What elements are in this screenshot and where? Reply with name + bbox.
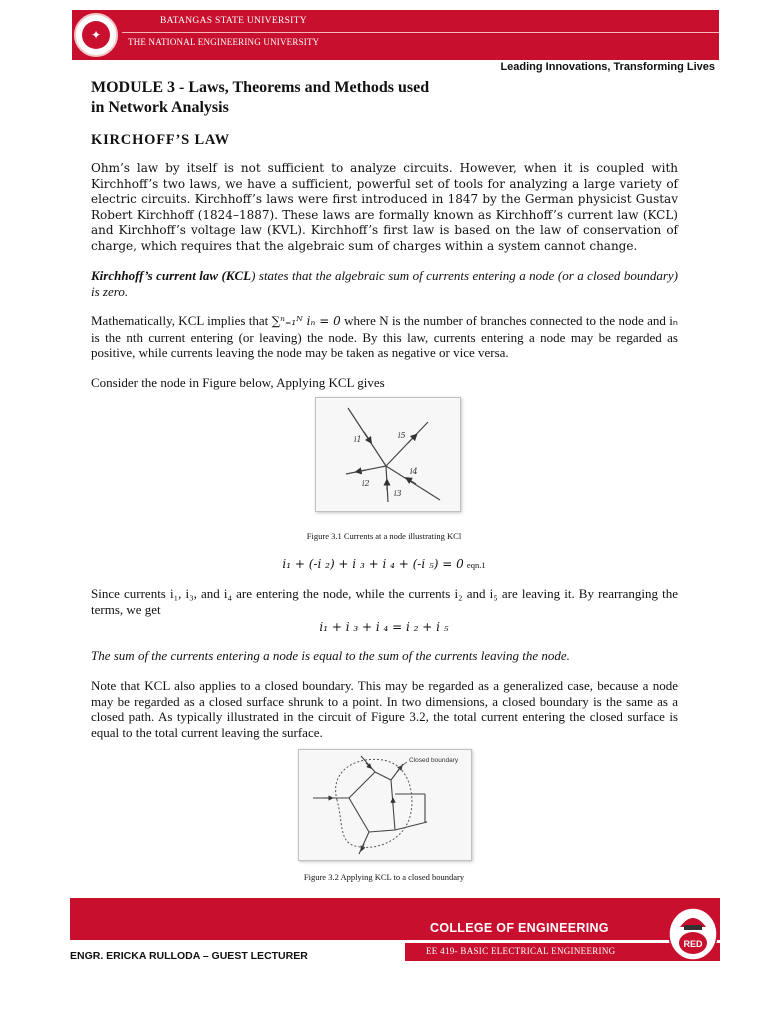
tagline: Leading Innovations, Transforming Lives [500,61,715,73]
lecturer-name: ENGR. ERICKA RULLODA – GUEST LECTURER [70,950,308,962]
figure-3-2-caption: Figure 3.2 Applying KCL to a closed boundary [303,872,465,882]
figure-3-2 [298,749,472,861]
intro-paragraph: Ohm’s law by itself is not sufficient to analyze circuits. However, when it is coupled with Kirchhoff’s two laws, we have a sufficient, powerful set of tools for analyzing a large variety of electric circuits. Kirchhoff’s laws were first introduced in 1847 by the German physicist Gustav Robert Kirchhoff (1824–1887). These laws are formally known as Kirchhoff’s current law (KCL) and Kirchhoff’s voltage law (KVL). Kirchhoff’s first law is based on the law of conservation of charge, which requires that the algebraic sum of charges within a system cannot change. [91,161,678,253]
kcl-definition: Kirchhoff’s current law (KCL) states that the algebraic sum of currents entering a node (or a closed boundary) is zero. [91,268,679,299]
node-diagram [316,398,460,511]
sum-statement: The sum of the currents entering a node is equal to the sum of the currents leaving the node. [91,648,570,663]
label-i5: i5 [398,431,406,440]
label-i1: i1 [354,435,362,444]
figure-3-1 [315,397,461,512]
closed-boundary-diagram [299,750,471,860]
university-subtitle: THE NATIONAL ENGINEERING UNIVERSITY [128,37,320,47]
since-paragraph: Since currents i₁, i₃, and i₄ are entering the node, while the currents i₂ and i₅ are leaving it. By rearranging the terms, we get [91,586,678,617]
module-title: MODULE 3 - Laws, Theorems and Methods used in Network Analysis [91,79,430,116]
consider-text: Consider the node in Figure below, Applying KCL gives [91,374,385,390]
course-name: EE 419- BASIC ELECTRICAL ENGINEERING [426,946,616,956]
seal-icon: ✦ [90,28,102,42]
equation-2: i₁ + i ₃ + i ₄ = i ₂ + i ₅ [319,620,449,634]
closed-boundary-label: Closed boundary [409,757,459,764]
footer-banner [70,898,720,940]
header-divider [122,32,719,33]
college-name: COLLEGE OF ENGINEERING [430,921,609,935]
kcl-math-paragraph: Mathematically, KCL implies that ∑ⁿ₌₁ᴺ iₙ = 0 where N is the number of branches connected to the node and iₙ is the nth current entering (or leaving) the node. By this law, currents entering a node may be regarded as positive, while currents leaving the node may be taken as negative or vice versa. [91,313,678,360]
label-i4: i4 [410,467,418,476]
mascot-logo [666,903,720,963]
university-logo [74,13,118,57]
kcl-formula: ∑ⁿ₌₁ᴺ iₙ = 0 [271,314,341,328]
closed-boundary-paragraph: Note that KCL also applies to a closed boundary. This may be regarded as a generalized case, because a node may be regarded as a closed surface shrunk to a point. In two dimensions, a closed boundary is the same as a closed path. As typically illustrated in the circuit of Figure 3.2, the total current entering the closed surface is equal to the total current leaving the surface. [91,678,678,740]
label-i2: i2 [362,479,370,488]
module-content [91,78,678,390]
section-title: KIRCHOFF’S LAW [91,132,230,148]
label-i3: i3 [394,489,402,498]
equation-1: i₁ + (-i ₂) + i ₃ + i ₄ + (-i ₅) = 0 eqn.1 [282,557,486,571]
figure-3-1-caption: Figure 3.1 Currents at a node illustrating KCl [306,531,462,541]
equation-1-label: eqn.1 [466,560,486,570]
mascot-text: RED [683,939,703,949]
university-name: BATANGAS STATE UNIVERSITY [160,16,307,26]
